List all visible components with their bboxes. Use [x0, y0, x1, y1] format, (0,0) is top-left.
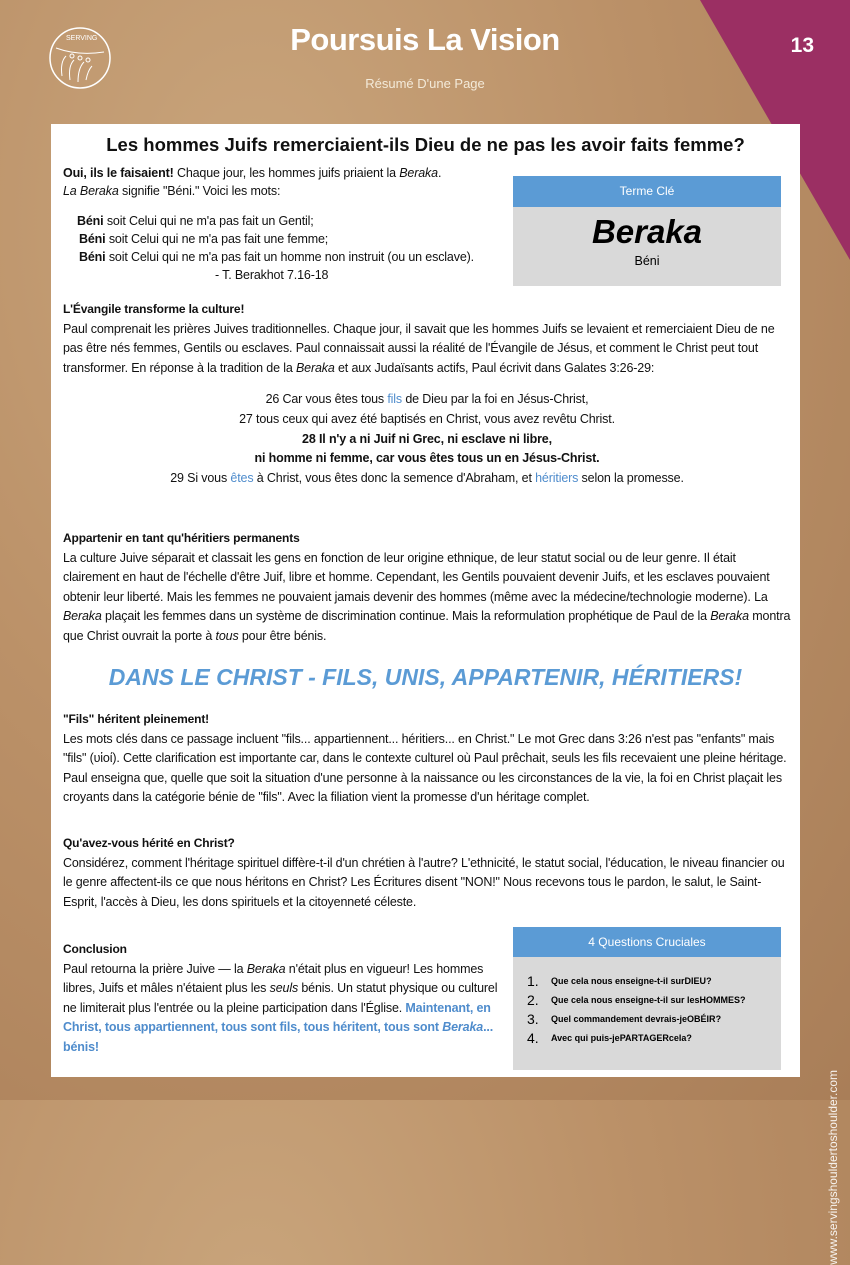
banner: DANS LE CHRIST - FILS, UNIS, APPARTENIR, HÉRITIERS!	[108, 664, 743, 690]
intro: Oui, ils le faisaient! Chaque jour, les hommes juifs priaient la Beraka. La Beraka signifie "Béni." Voici les mots: Béni soit Celui qui ne m'a pas fait un Gentil; Béni soit Celui qui ne m'a pas fait une femme; Béni soit Celui qui ne m'a pas fait un homme non instruit (ou un esclave). - T. Berakhot 7.16-18	[63, 164, 503, 284]
main-heading: Les hommes Juifs remerciaient-ils Dieu de ne pas les avoir faits femme?	[106, 134, 745, 155]
page-number: 13	[790, 34, 814, 57]
section-sons: "Fils" héritent pleinement! Les mots clés dans ce passage incluent "fils... appartiennent... héritiers... en Christ." Le mot Grec dans 3:26 n'est pas "enfants" mais "fils" (υἱοί). Cette clarification est importante car, dans le contexte culturel où Paul prêchait, seuls les fils recevaient une pleine héritage. Paul enseigna que, quelle que soit la situation d'une personne à la naissance ou les circonstances de la vie, la foi en Christ plaçait les croyants dans la catégorie bénie de "fils". Avec la filiation vient la promesse d'un héritage complet.	[63, 710, 791, 808]
key-term-header: Terme Clé	[513, 176, 781, 207]
key-term-box	[513, 176, 781, 286]
key-term-meaning: Béni	[634, 254, 660, 268]
verse-26: 26 Car vous êtes tous fils de Dieu par la foi en Jésus-Christ,	[265, 392, 589, 407]
verse-29: 29 Si vous êtes à Christ, vous êtes donc la semence d'Abraham, et héritiers selon la promesse.	[170, 470, 684, 485]
verse-28a: 28 Il n'y a ni Juif ni Grec, ni esclave ni libre,	[302, 431, 552, 446]
prayer-line: Béni soit Celui qui ne m'a pas fait un Gentil;	[77, 214, 314, 228]
svg-text:SERVING: SERVING	[66, 35, 98, 42]
questions-header: 4 Questions Cruciales	[513, 927, 781, 957]
section-heading: L'Évangile transforme la culture!	[63, 302, 245, 316]
question-item: 3. Quel commandement devrais-je OBÉIR ?	[527, 1010, 722, 1027]
questions-box	[513, 927, 781, 1070]
section-heading: Appartenir en tant qu'héritiers permanents	[63, 531, 300, 545]
content-card	[51, 124, 800, 1077]
question-item: 1. Que cela nous enseigne-t-il sur DIEU ?	[527, 972, 712, 989]
page-subtitle: Résumé D'une Page	[365, 76, 485, 91]
verse-27: 27 tous ceux qui avez été baptisés en Christ, vous avez revêtu Christ.	[239, 411, 615, 426]
page-title: Poursuis La Vision	[290, 22, 560, 57]
section-gospel: L'Évangile transforme la culture! Paul comprenait les prières Juives traditionnelles. Chaque jour, il savait que les hommes Juifs se levaient et remerciaient Dieu de ne pas être nés femmes, Gentils ou esclaves. Paul connaissait aussi la réalité de l'Évangile de Jésus, et comment le Christ peut tout transformer. En réponse à la tradition de la Beraka et aux Judaïsants actifs, Paul écrivit dans Galates 3:26-29: 26 Car vous êtes tous fils de Dieu par la foi en Jésus-Christ, 27 tous ceux qui avez été baptisés en Christ, vous avez revêtu Christ. 28 Il n'y a ni Juif ni Grec, ni esclave ni libre, ni homme ni femme, car vous êtes tous un en Jésus-Christ. 29 Si vous êtes à Christ, vous êtes donc la semence d'Abraham, et héritiers selon la promesse.	[63, 300, 791, 488]
section-heading: Qu'avez-vous hérité en Christ?	[63, 836, 235, 850]
prayer-line: Béni soit Celui qui ne m'a pas fait une femme;	[79, 232, 329, 246]
section-heading: "Fils" héritent pleinement!	[63, 712, 210, 726]
question-item: 2. Que cela nous enseigne-t-il sur les HOMMES ?	[527, 991, 746, 1008]
section-heading: Conclusion	[63, 942, 127, 956]
question-item: 4. Avec qui puis-je PARTAGER cela?	[527, 1029, 692, 1046]
prayer-line: Béni soit Celui qui ne m'a pas fait un homme non instruit (ou un esclave).	[79, 250, 474, 264]
section-belong: Appartenir en tant qu'héritiers permanents La culture Juive séparait et classait les gens en fonction de leur origine ethnique, de leur statut social ou de leur genre. Il était clairement en haut de l'échelle d'être Juif, libre et homme. Cependant, les Gentils pouvaient devenir Juifs, et les esclaves pouvaient obtenir leur liberté. Mais les femmes ne pouvaient jamais devenir des hommes (même avec la médecine/technologie moderne). La Beraka plaçait les femmes dans un système de discrimination continue. Mais la reformulation prophétique de Paul de la Beraka montra que Christ ouvrait la porte à tous pour être bénis.	[63, 531, 791, 643]
section-inherited: Qu'avez-vous hérité en Christ? Considérez, comment l'héritage spirituel diffère-t-il d'un chrétien à l'autre? L'ethnicité, le statut social, l'éducation, le niveau financier ou le genre affectent-ils ce que nous héritons en Christ? Les Écritures disent "NON!" Nous recevons tous le pardon, le salut, le Saint-Esprit, l'accès à Dieu, les dons spirituels et la citoyenneté céleste.	[63, 834, 791, 912]
prayer-source: - T. Berakhot 7.16-18	[215, 268, 329, 282]
website-url[interactable]: www.servingshouldertoshoulder.com	[826, 1070, 840, 1265]
key-term-word: Beraka	[591, 213, 703, 250]
section-conclusion: Conclusion Paul retourna la prière Juive — la Beraka n'était plus en vigueur! Les hommes libres, Juifs et mâles n'étaient plus les seuls bénis. Un statut physique ou culturel ne limiterait plus l'entrée ou la pleine participation dans l'Église. Maintenant, en Christ, tous appartiennent, tous sont fils, tous héritent, tous sont Beraka... bénis!	[63, 940, 503, 1058]
verse-28b: ni homme ni femme, car vous êtes tous un en Jésus-Christ.	[254, 451, 600, 466]
